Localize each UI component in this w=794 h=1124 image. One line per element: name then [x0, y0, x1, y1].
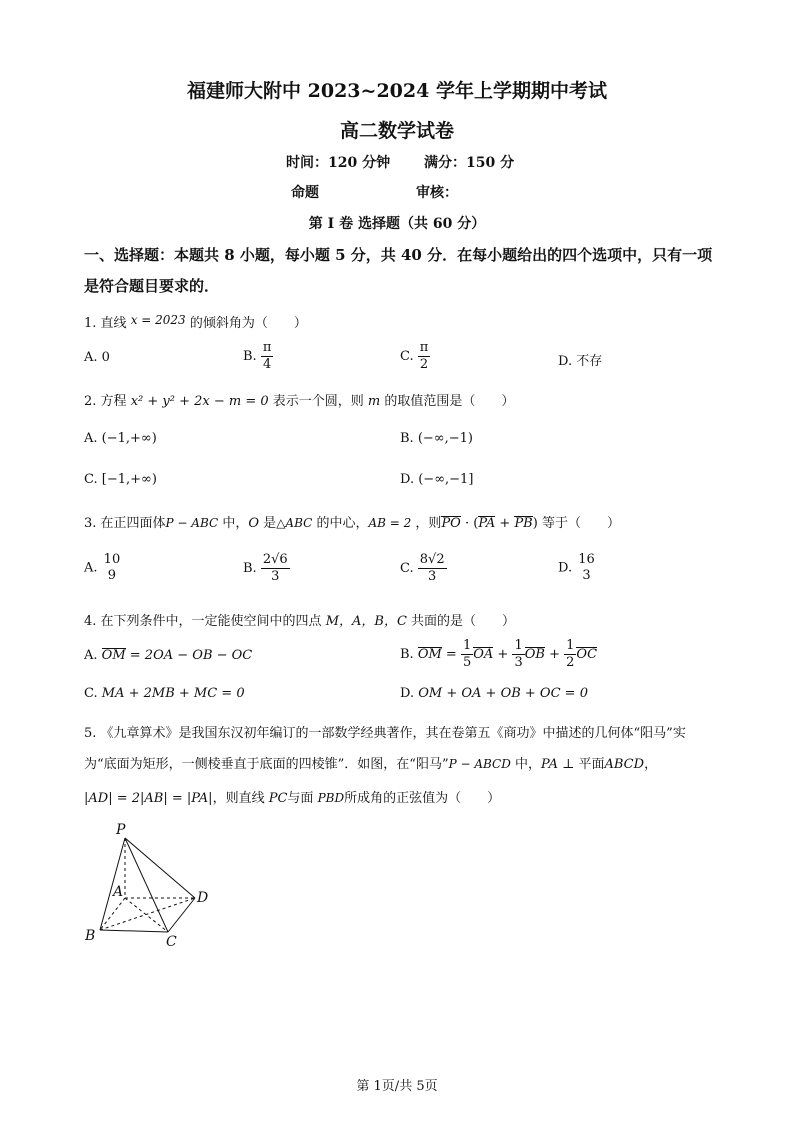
edge-pc [125, 838, 168, 932]
q1-prefix: 1. 直线 [84, 316, 127, 331]
edge-pd [125, 838, 195, 898]
question-2 [84, 390, 514, 409]
section-instructions-line2: 是符合题目要求的． [84, 277, 220, 295]
pyramid-figure [80, 820, 230, 950]
q3-option-a: A. 10 9 [84, 552, 121, 583]
q2-option-d: D. (−∞,−1] [400, 472, 474, 487]
q3-option-c: C. $\frac{8√2}{3}$ [400, 552, 445, 584]
q2-var: m [367, 394, 381, 409]
label-b: B [85, 928, 96, 944]
q2-suffix: 的取值范围是（ ） [384, 394, 515, 409]
q2-mid: 表示一个圆，则 [272, 394, 364, 409]
exam-score: 满分：150 分 [424, 155, 515, 171]
q1-option-b-label: B. [243, 349, 257, 364]
q2-option-a: A. (−1,+∞) [84, 431, 157, 446]
edge-bd [100, 898, 195, 930]
q1-option-a: A. 0 [84, 350, 110, 365]
question-5-line2: 为“底面为矩形，一侧棱垂直于底面的四棱锥”．如图，在“阳马”P − ABCD 中，PA ⊥ 平面ABCD， [84, 757, 658, 772]
section-instructions-line1: 一、选择题：本题共 8 小题，每小题 5 分，共 40 分．在每小题给出的四个选项中，只有一项 [84, 246, 713, 264]
page-footer: 第 1页/共 5页 [356, 1079, 438, 1094]
q2-prefix: 2. 方程 [84, 394, 127, 409]
question-4: 4. 在下列条件中，一定能使空间中的四点 M，A，B，C 共面的是（ ） [84, 614, 516, 629]
q1-option-b-fraction: $\frac{\pi}{4}$ [262, 340, 272, 372]
exam-time: 时间：120 分钟 [286, 155, 391, 171]
q1-option-c [400, 340, 430, 373]
q2-equation: x² + y² + 2x − m = 0 [130, 394, 269, 409]
vector-pa: PA [478, 516, 496, 531]
q2-option-c: C. [−1,+∞) [84, 472, 157, 487]
vector-pb: PB [514, 516, 533, 531]
q2-option-b: B. (−∞,−1) [400, 431, 473, 446]
edge-ac [125, 898, 168, 932]
exam-author: 命题 [291, 185, 319, 201]
q1-suffix: 的倾斜角为（ ） [189, 316, 307, 331]
q3-option-b: B. $\frac{2√6}{3}$ [243, 552, 288, 584]
q1-option-c-fraction: $\frac{\pi}{2}$ [419, 340, 429, 372]
label-c: C [166, 934, 177, 950]
q3-option-d: D. 16 3 [558, 552, 595, 583]
exam-reviewer: 审核： [416, 185, 458, 201]
exam-subtitle: 高二数学试卷 [339, 120, 454, 142]
edge-bc [100, 930, 168, 932]
vector-po: PO [441, 516, 461, 531]
q4-option-a: A. OM = 2OA − OB − OC [84, 648, 253, 663]
label-a: A [113, 884, 124, 900]
label-d: D [197, 890, 209, 906]
question-3: 3. 在正四面体P − ABC 中，O 是△ABC 的中心，AB = 2 ，则PO · (PA + PB) 等于（ ） [84, 516, 620, 531]
q4-option-d: D. OM + OA + OB + OC = 0 [400, 686, 588, 701]
question-1 [84, 312, 307, 331]
question-5-line1: 5. 《九章算术》是我国东汉初年编订的一部数学经典著作，其在卷第五《商功》中描述的几何体“阳马”实 [84, 726, 686, 741]
label-p: P [116, 822, 126, 838]
question-5-line3: |AD| = 2|AB| = |PA|，则直线 PC与面 PBD所成角的正弦值为（ ） [84, 791, 501, 806]
q4-option-c: C. MA + 2MB + MC = 0 [84, 686, 245, 701]
exam-title: 福建师大附中 2023~2024 学年上学期期中考试 [187, 80, 607, 102]
edge-cd [168, 898, 195, 932]
q1-option-c-label: C. [400, 349, 414, 364]
q1-equation: x = 2023 [130, 313, 186, 327]
edge-ab [100, 898, 125, 930]
q1-option-d: D. 不存 [558, 354, 603, 369]
q1-option-b [243, 340, 273, 373]
volume-heading: 第 I 卷 选择题（共 60 分） [308, 216, 486, 232]
q4-option-b: B. OM = $\frac{1}{5}$ OA + $\frac{1}{3}$ OB + $\frac{1}{2}$ OC [400, 638, 598, 670]
